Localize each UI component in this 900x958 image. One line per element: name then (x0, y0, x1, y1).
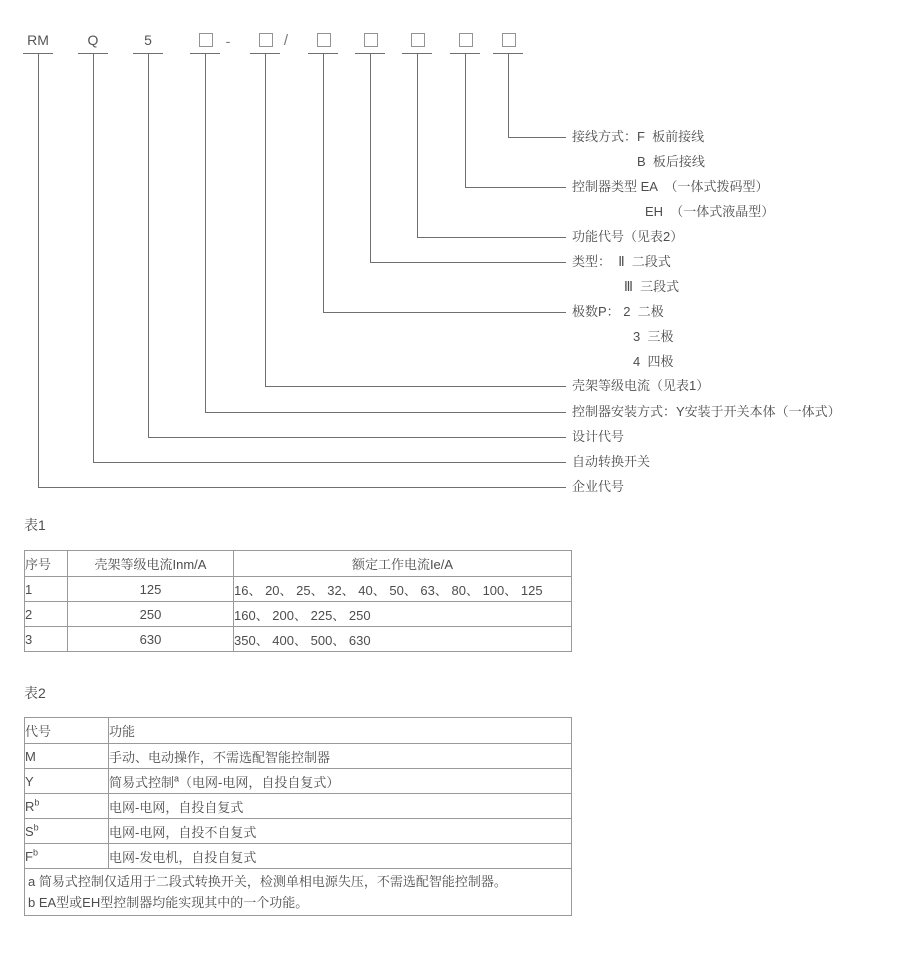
table1-frame-current (24, 550, 572, 652)
connector-line (38, 487, 566, 488)
table2-cell-func: 手动、电动操作，不需选配智能控制器 (109, 744, 572, 769)
table2-cell-func: 电网-发电机，自投自复式 (109, 844, 572, 869)
label-controller-mount: 控制器安装方式：Y安装于开关本体（一体式） (572, 404, 841, 419)
table1-title: 表1 (24, 517, 46, 533)
connector-line (465, 187, 566, 188)
model-digit-box (199, 33, 213, 47)
connector-line (417, 237, 566, 238)
connector-line (93, 462, 566, 463)
connector-line (205, 412, 566, 413)
table1-cell-frame: 630 (68, 627, 234, 652)
connector-line (508, 54, 509, 137)
model-digit-box (364, 33, 378, 47)
code-superscript: b (32, 847, 38, 858)
connector-line (205, 54, 206, 412)
table1-cell-rated: 160、 200、 225、 250 (234, 602, 572, 627)
label-poles: 极数P： 2 二极 (572, 304, 664, 319)
model-slash-separator: / (283, 32, 289, 49)
table-row (25, 844, 572, 869)
table1-header-frame: 壳架等级电流Inm/A (68, 551, 234, 577)
table1-header-rated: 额定工作电流Ie/A (234, 551, 572, 577)
label-wiring-method: 接线方式：F 板前接线 (572, 129, 705, 144)
label-poles-4: 4 四极 (633, 354, 674, 369)
model-prefix-5: 5 (144, 32, 152, 48)
table2-cell-code: $S^b$ (25, 819, 109, 844)
table1-cell-frame: 250 (68, 602, 234, 627)
connector-line (38, 54, 39, 487)
func-superscript: a (174, 773, 180, 784)
table-row (25, 577, 572, 602)
model-dash-separator: - (225, 33, 231, 49)
table-row (25, 744, 572, 769)
label-controller-type-eh: EH （一体式液晶型） (645, 204, 775, 219)
label-function-code: 功能代号（见表2） (572, 229, 684, 244)
table2-header-func: 功能 (109, 718, 572, 744)
table2-cell-func: 电网-电网，自投不自复式 (109, 819, 572, 844)
label-poles-3: 3 三极 (633, 329, 674, 344)
code-superscript: b (33, 822, 39, 833)
connector-line (508, 137, 566, 138)
label-controller-type: 控制器类型 EA （一体式拨码型） (572, 179, 769, 194)
table2-function-codes (24, 717, 572, 916)
table1-cell-frame: 125 (68, 577, 234, 602)
label-switch-name: 自动转换开关 (572, 454, 651, 469)
table2-header-code: 代号 (25, 718, 109, 744)
model-digit-box (411, 33, 425, 47)
table2-cell-code: $F^b$ (25, 844, 109, 869)
table1-cell-rated: 350、 400、 500、 630 (234, 627, 572, 652)
model-digit-box (259, 33, 273, 47)
table2-cell-code: M (25, 744, 109, 769)
table-row (25, 769, 572, 794)
table-row (25, 819, 572, 844)
label-design-code: 设计代号 (572, 429, 625, 444)
table1-header-index: 序号 (25, 551, 68, 577)
table1-cell-rated: 16、 20、 25、 32、 40、 50、 63、 80、 100、 125 (234, 577, 572, 602)
connector-line (417, 54, 418, 237)
code-superscript: b (34, 797, 40, 808)
table2-title: 表2 (24, 685, 46, 701)
connector-line (148, 54, 149, 437)
connector-line (265, 386, 566, 387)
model-prefix-q: Q (87, 32, 99, 48)
table2-cell-func: 简易式控制$^a$（电网-电网，自投自复式） (109, 769, 572, 794)
table2-footnotes (25, 869, 572, 916)
connector-line (465, 54, 466, 187)
connector-line (93, 54, 94, 462)
model-digit-box (502, 33, 516, 47)
table2-cell-func: 电网-电网，自投自复式 (109, 794, 572, 819)
label-company-code: 企业代号 (572, 479, 625, 494)
table2-footnote-row (25, 869, 572, 916)
connector-line (323, 54, 324, 312)
table-row (25, 602, 572, 627)
connector-line (370, 54, 371, 262)
footnote-b: b EA型或EH型控制器均能实现其中的一个功能。 (28, 895, 309, 910)
model-digit-box (317, 33, 331, 47)
label-type-iii: Ⅲ 三段式 (624, 279, 680, 294)
footnote-a: a 简易式控制仅适用于二段式转换开关，检测单相电源失压，不需选配智能控制器。 (28, 874, 507, 889)
table-row (25, 794, 572, 819)
table2-cell-code: Y (25, 769, 109, 794)
table2-cell-code: $R^b$ (25, 794, 109, 819)
table1-cell-index: 1 (25, 577, 68, 602)
table1-cell-index: 3 (25, 627, 68, 652)
label-frame-current: 壳架等级电流（见表1） (572, 378, 710, 393)
connector-line (323, 312, 566, 313)
table2-header-row (25, 718, 572, 744)
connector-line (370, 262, 566, 263)
label-type: 类型： Ⅱ 二段式 (572, 254, 671, 269)
table-row (25, 627, 572, 652)
model-prefix-rm: RM (27, 32, 49, 48)
table1-cell-index: 2 (25, 602, 68, 627)
label-wiring-method-b: B 板后接线 (637, 154, 705, 169)
connector-line (265, 54, 266, 386)
connector-line (148, 437, 566, 438)
table1-header-row (25, 551, 572, 577)
model-digit-box (459, 33, 473, 47)
